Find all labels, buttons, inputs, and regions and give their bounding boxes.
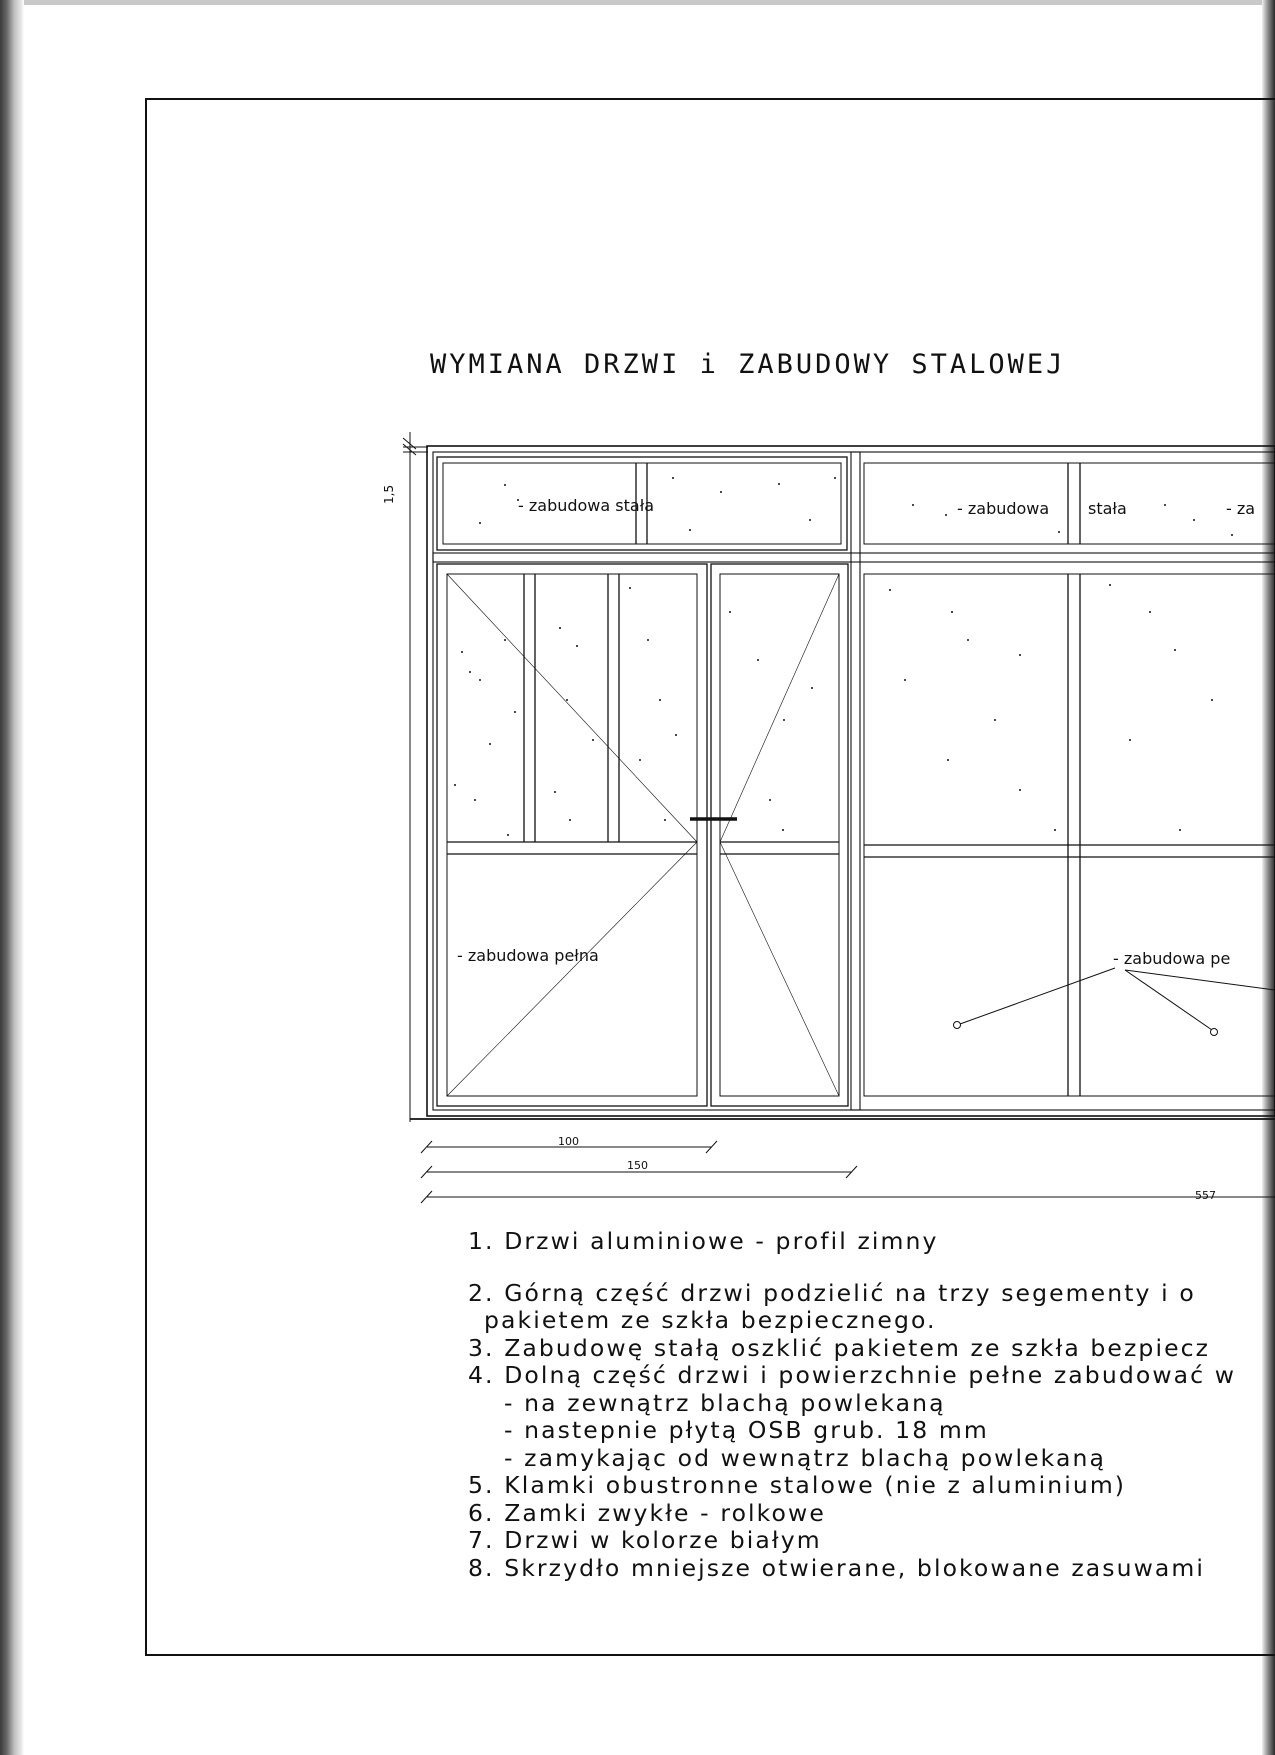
- note-6: 6. Zamki zwykłe - rolkowe: [468, 1498, 826, 1527]
- label-solid-left: - zabudowa pełna: [457, 946, 599, 965]
- dimension-lines: [421, 1141, 1275, 1203]
- note-3: 3. Zabudowę stałą oszklić pakietem ze szkła bezpiecz: [468, 1333, 1211, 1362]
- label-fixed-top-right-a: - zabudowa: [957, 499, 1050, 518]
- dim-label-150: 150: [627, 1159, 648, 1172]
- door-leaf-small: [711, 564, 848, 1106]
- transom-right-panel: [864, 463, 1275, 544]
- label-solid-right: - zabudowa pe: [1113, 949, 1231, 968]
- note-4-sub-3: - zamykając od wewnątrz blachą powlekaną: [504, 1443, 1106, 1472]
- main-mullion: [851, 452, 860, 1110]
- note-2: 2. Górną część drzwi podzielić na trzy segementy i o: [468, 1278, 1196, 1307]
- fixed-section-right: [864, 574, 1275, 1096]
- dim-label-100: 100: [558, 1135, 579, 1148]
- note-2-cont: pakietem ze szkła bezpiecznego.: [484, 1306, 937, 1334]
- label-fixed-top-left: - zabudowa stała: [518, 496, 655, 515]
- dimension-top-offset: [403, 432, 428, 1122]
- note-8: 8. Skrzydło mniejsze otwierane, blokowane zasuwami: [468, 1553, 1206, 1582]
- outer-frame-inner: [433, 452, 1275, 1110]
- label-fixed-top-right-c: - za: [1226, 499, 1256, 518]
- transom-rail: [433, 553, 1275, 562]
- door-leaf-large: [437, 564, 707, 1106]
- note-4-sub-1: - na zewnątrz blachą powlekaną: [504, 1388, 946, 1417]
- glazing-hatch: [454, 477, 1233, 836]
- notes-list: [468, 1228, 1236, 1582]
- note-4-sub-2: - nastepnie płytą OSB grub. 18 mm: [504, 1416, 989, 1444]
- dim-label-top-offset: 1,5: [382, 484, 396, 504]
- solid-panel-leaders: [954, 968, 1275, 1036]
- note-1: 1. Drzwi aluminiowe - profil zimny: [468, 1227, 939, 1255]
- dim-label-557: 557: [1195, 1189, 1216, 1202]
- drawing-title: WYMIANA DRZWI i ZABUDOWY STALOWEJ: [430, 349, 1066, 380]
- label-fixed-top-right-b: stała: [1088, 499, 1127, 518]
- note-4: 4. Dolną część drzwi i powierzchnie pełne zabudować w: [468, 1361, 1237, 1389]
- note-7: 7. Drzwi w kolorze białym: [468, 1526, 822, 1554]
- note-5: 5. Klamki obustronne stalowe (nie z aluminium): [468, 1471, 1127, 1499]
